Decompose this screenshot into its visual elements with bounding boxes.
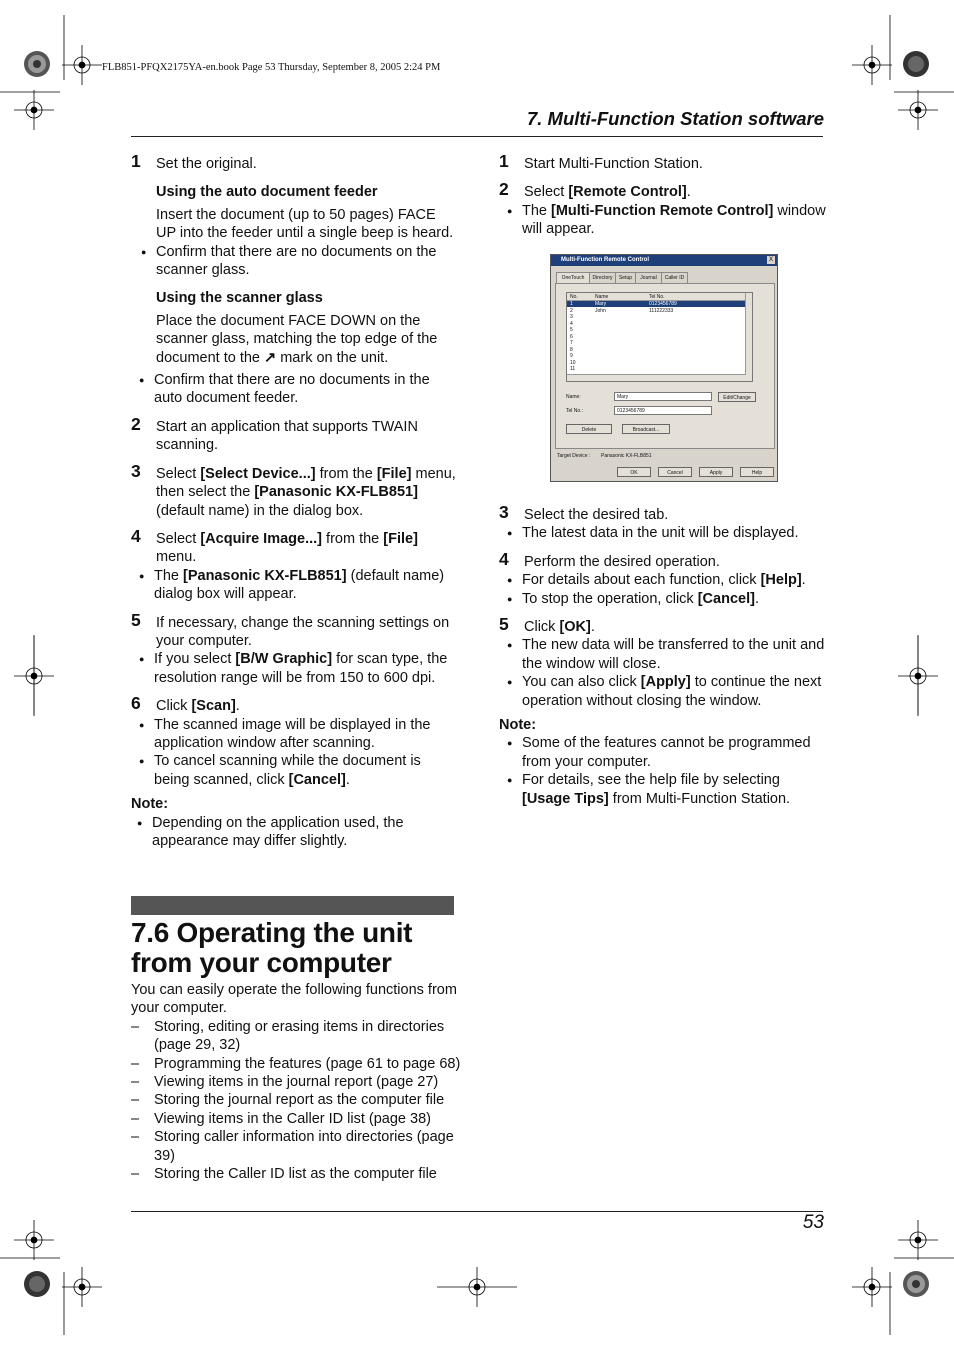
- row-no: 8: [570, 346, 573, 353]
- left-step-4: 4 Select [Acquire Image...] from the [File] menu.: [131, 525, 418, 566]
- function-list-item: – Storing, editing or erasing items in directories (page 29, 32): [131, 1018, 461, 1055]
- left-step-5: 5 If necessary, change the scanning settings on your computer.: [131, 609, 450, 649]
- glass-bullet: ● Confirm that there are no documents in the auto document feeder.: [131, 371, 456, 408]
- glass-heading: Using the scanner glass: [156, 290, 323, 307]
- table-row[interactable]: [567, 366, 747, 372]
- right-step-4-bullet-2: ● To stop the operation, click [Cancel].: [499, 590, 829, 608]
- left-step-6: 6 Click [Scan].: [131, 693, 240, 715]
- target-value: Panasonic KX-FLB851: [601, 453, 652, 459]
- function-list-item: – Viewing items in the journal report (page 27): [131, 1073, 461, 1091]
- row-no: 7: [570, 340, 573, 346]
- left-step-6-bullet-2: ● To cancel scanning while the document is being scanned, click [Cancel].: [131, 752, 456, 789]
- table-row[interactable]: [567, 347, 747, 353]
- right-step-3-bullet: ● The latest data in the unit will be displayed.: [499, 524, 829, 542]
- right-note-label: Note:: [499, 717, 537, 734]
- header-rule: [131, 136, 823, 137]
- left-step-2: 2 Start an application that supports TWAIN scanning.: [131, 413, 418, 454]
- tab-directory[interactable]: Directory: [589, 272, 616, 283]
- left-step-6-bullet-1: ● The scanned image will be displayed in the application window after scanning.: [131, 716, 456, 753]
- section-intro: You can easily operate the following functions from your computer.: [131, 982, 457, 1017]
- row-no: 9: [570, 353, 573, 359]
- col-no: No.: [570, 294, 578, 300]
- left-note-text: ● Depending on the application used, the appearance may differ slightly.: [129, 814, 456, 851]
- table-row[interactable]: [567, 314, 747, 320]
- help-button[interactable]: Help: [740, 467, 774, 477]
- entry-list[interactable]: [566, 292, 753, 382]
- adf-heading: Using the auto document feeder: [156, 184, 378, 201]
- table-row[interactable]: [567, 327, 747, 333]
- left-step-4-bullet: ● The [Panasonic KX-FLB851] (default name) dialog box will appear.: [131, 567, 456, 604]
- tel-field[interactable]: 0123456789: [614, 406, 712, 415]
- ok-button[interactable]: OK: [617, 467, 651, 477]
- row-no: 2: [570, 307, 573, 314]
- adf-text: Insert the document (up to 50 pages) FACE UP into the feeder until a single beep is heard.: [156, 206, 454, 242]
- section-bar: [131, 896, 454, 915]
- arrow-mark-icon: ↗: [264, 349, 277, 366]
- delete-button[interactable]: Delete: [566, 424, 612, 434]
- glass-text: Place the document FACE DOWN on the scanner glass, matching the top edge of the document to the ↗ mark on the unit.: [156, 312, 438, 366]
- section-heading: 7.6 Operating the unit from your computer: [131, 917, 413, 978]
- row-no: 3: [570, 314, 573, 320]
- left-step-1: 1 Set the original.: [131, 151, 257, 172]
- tab-onetouch[interactable]: OneTouch: [556, 272, 590, 283]
- list-hscrollbar[interactable]: [567, 374, 746, 381]
- right-step-5: 5 Click [OK].: [499, 614, 595, 636]
- tab-journal[interactable]: Journal: [635, 272, 662, 283]
- dialog-panel: [555, 283, 775, 449]
- row-no: 4: [570, 320, 573, 327]
- right-step-4: 4 Perform the desired operation.: [499, 548, 720, 570]
- edit-change-button[interactable]: Edit/Change: [718, 392, 756, 402]
- tab-setup[interactable]: Setup: [615, 272, 636, 283]
- row-tel: 0123456789: [649, 301, 677, 307]
- right-step-5-bullet-2: ● You can also click [Apply] to continue the next operation without closing the window.: [499, 673, 829, 710]
- function-list-item: – Storing the journal report as the computer file: [131, 1091, 461, 1109]
- col-tel: Tel No.: [649, 294, 665, 300]
- tab-caller-id[interactable]: Caller ID: [661, 272, 688, 283]
- function-list-item: – Storing the Caller ID list as the computer file: [131, 1165, 461, 1183]
- remote-control-dialog: [550, 254, 778, 482]
- table-row[interactable]: [567, 308, 747, 314]
- right-step-5-bullet-1: ● The new data will be transferred to the unit and the window will close.: [499, 636, 829, 673]
- name-field[interactable]: Mary: [614, 392, 712, 401]
- footer-rule: [131, 1211, 823, 1212]
- function-list-item: – Programming the features (page 61 to page 68): [131, 1055, 461, 1073]
- right-step-2-bullet: ● The [Multi-Function Remote Control] window will appear.: [499, 202, 829, 239]
- table-row[interactable]: [567, 321, 747, 327]
- section-7-6: [131, 918, 461, 1183]
- row-no: 10: [570, 359, 576, 366]
- page-number: 53: [802, 1212, 824, 1233]
- right-step-2: 2 Select [Remote Control].: [499, 179, 691, 201]
- function-list-item: – Viewing items in the Caller ID list (page 38): [131, 1110, 461, 1128]
- row-no: 5: [570, 327, 573, 333]
- close-icon[interactable]: X: [768, 257, 773, 263]
- left-step-5-bullet: ● If you select [B/W Graphic] for scan type, the resolution range will be from 150 to 600 dpi.: [131, 650, 456, 687]
- right-column: [499, 151, 829, 239]
- row-no: 1: [570, 301, 573, 307]
- row-tel: 111222333: [649, 307, 674, 314]
- right-step-1: 1 Start Multi-Function Station.: [499, 151, 703, 172]
- table-row[interactable]: [567, 353, 747, 359]
- broadcast-button[interactable]: Broadcast...: [622, 424, 670, 434]
- table-row[interactable]: [567, 360, 747, 366]
- right-note-2: ● For details, see the help file by selecting [Usage Tips] from Multi-Function Station.: [499, 771, 829, 808]
- dialog-title: Multi-Function Remote Control: [551, 255, 777, 266]
- section-title: 7. Multi-Function Station software: [526, 108, 824, 129]
- apply-button[interactable]: Apply: [699, 467, 733, 477]
- table-row[interactable]: [567, 334, 747, 340]
- row-name: Mary: [595, 301, 607, 307]
- adf-bullet: ● Confirm that there are no documents on the scanner glass.: [133, 243, 456, 280]
- right-step-3: 3 Select the desired tab.: [499, 502, 669, 523]
- left-column: [131, 151, 456, 850]
- right-column-lower: [499, 502, 829, 808]
- name-label: Name:: [566, 394, 581, 400]
- table-row[interactable]: [567, 301, 747, 307]
- right-note-1: ● Some of the features cannot be programmed from your computer.: [499, 734, 829, 771]
- right-step-4-bullet-1: ● For details about each function, click [Help].: [499, 571, 829, 589]
- row-no: 6: [570, 333, 573, 340]
- list-header: [567, 293, 752, 301]
- left-step-3: 3 Select [Select Device...] from the [File] menu, then select the [Panasonic KX-FLB851] (default name) in the dialog box.: [131, 460, 456, 519]
- target-label: Target Device :: [557, 453, 591, 459]
- function-list: [131, 1018, 461, 1184]
- left-note-label: Note:: [131, 796, 169, 813]
- row-no: 11: [570, 366, 576, 372]
- print-info: FLB851-PFQX2175YA-en.book Page 53 Thursday, September 8, 2005 2:24 PM: [102, 62, 441, 73]
- col-name: Name: [595, 294, 609, 300]
- tel-label: Tel No.:: [566, 408, 583, 414]
- table-row[interactable]: [567, 340, 747, 346]
- list-scrollbar[interactable]: [745, 293, 752, 381]
- cancel-button[interactable]: Cancel: [658, 467, 692, 477]
- row-name: John: [595, 307, 606, 314]
- function-list-item: – Storing caller information into directories (page 39): [131, 1128, 461, 1165]
